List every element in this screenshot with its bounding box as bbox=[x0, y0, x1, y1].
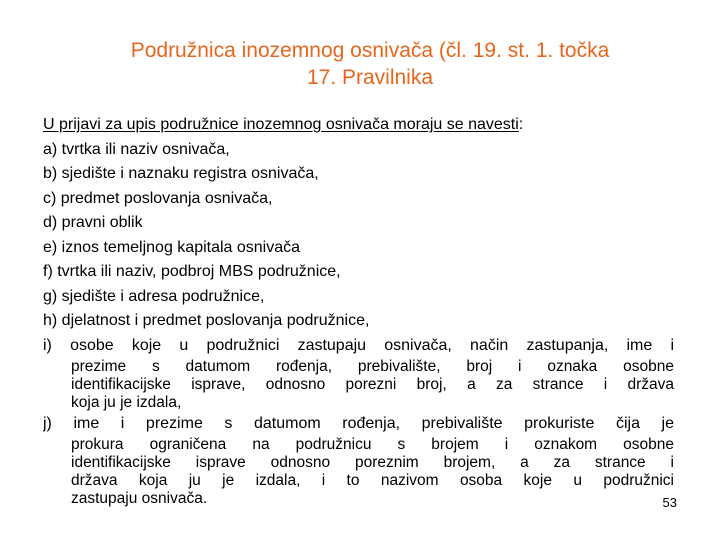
list-item-e: e) iznos temeljnog kapitala osnivača bbox=[43, 238, 301, 256]
intro-colon: : bbox=[518, 116, 524, 133]
list-item-j-cont-2: identifikacijske isprave odnosno poreznim brojem, a za strance i bbox=[71, 453, 674, 471]
slide-title bbox=[40, 37, 700, 91]
list-item-b: b) sjedište i naznaku registra osnivača, bbox=[43, 165, 319, 182]
list-item-j-first-line: j) ime i prezime s datumom rođenja, prebivalište prokuriste čija je bbox=[43, 414, 674, 432]
list-item-i-cont-1: prezime s datumom rođenja, prebivalište, broj i oznaka osobne bbox=[71, 357, 674, 375]
slide-body bbox=[43, 113, 674, 508]
title-line-2: 17. Pravilnika bbox=[306, 66, 434, 89]
list-item-i bbox=[43, 334, 674, 412]
list-item-i-cont-2: identifikacijske isprave, odnosno porezni broj, a za strance i država bbox=[71, 375, 674, 393]
list-item-a: a) tvrtka ili naziv osnivača, bbox=[43, 140, 230, 158]
list-item-i-first-line: i) osobe koje u podružnici zastupaju osnivača, način zastupanja, ime i bbox=[43, 336, 674, 354]
list-item-d: d) pravni oblik bbox=[43, 214, 143, 231]
intro-line bbox=[43, 113, 674, 138]
list-item-g: g) sjedište i adresa podružnice, bbox=[43, 287, 265, 305]
intro-text: U prijavi za upis podružnice inozemnog osnivača moraju se navesti bbox=[43, 116, 519, 133]
list-item-j-cont-1: prokura ograničena na podružnicu s brojem i oznakom osobne bbox=[71, 435, 674, 453]
list-item-j-cont-4: zastupaju osnivača. bbox=[71, 489, 208, 507]
list-item-h: h) djelatnost i predmet poslovanja podružnice, bbox=[43, 312, 370, 329]
title-line-1: Podružnica inozemnog osnivača (čl. 19. st. 1. točka bbox=[130, 39, 610, 62]
list-item-i-cont-3: koja ju je izdala, bbox=[71, 393, 182, 411]
page-number: 53 bbox=[662, 495, 677, 510]
list-item-f: f) tvrtka ili naziv, podbroj MBS podružnice, bbox=[43, 263, 341, 280]
list-item-c: c) predmet poslovanja osnivača, bbox=[43, 189, 273, 207]
list-item-j bbox=[43, 412, 674, 508]
list-item-j-cont-3: država koja ju je izdala, i to nazivom osoba koje u podružnici bbox=[71, 471, 674, 489]
